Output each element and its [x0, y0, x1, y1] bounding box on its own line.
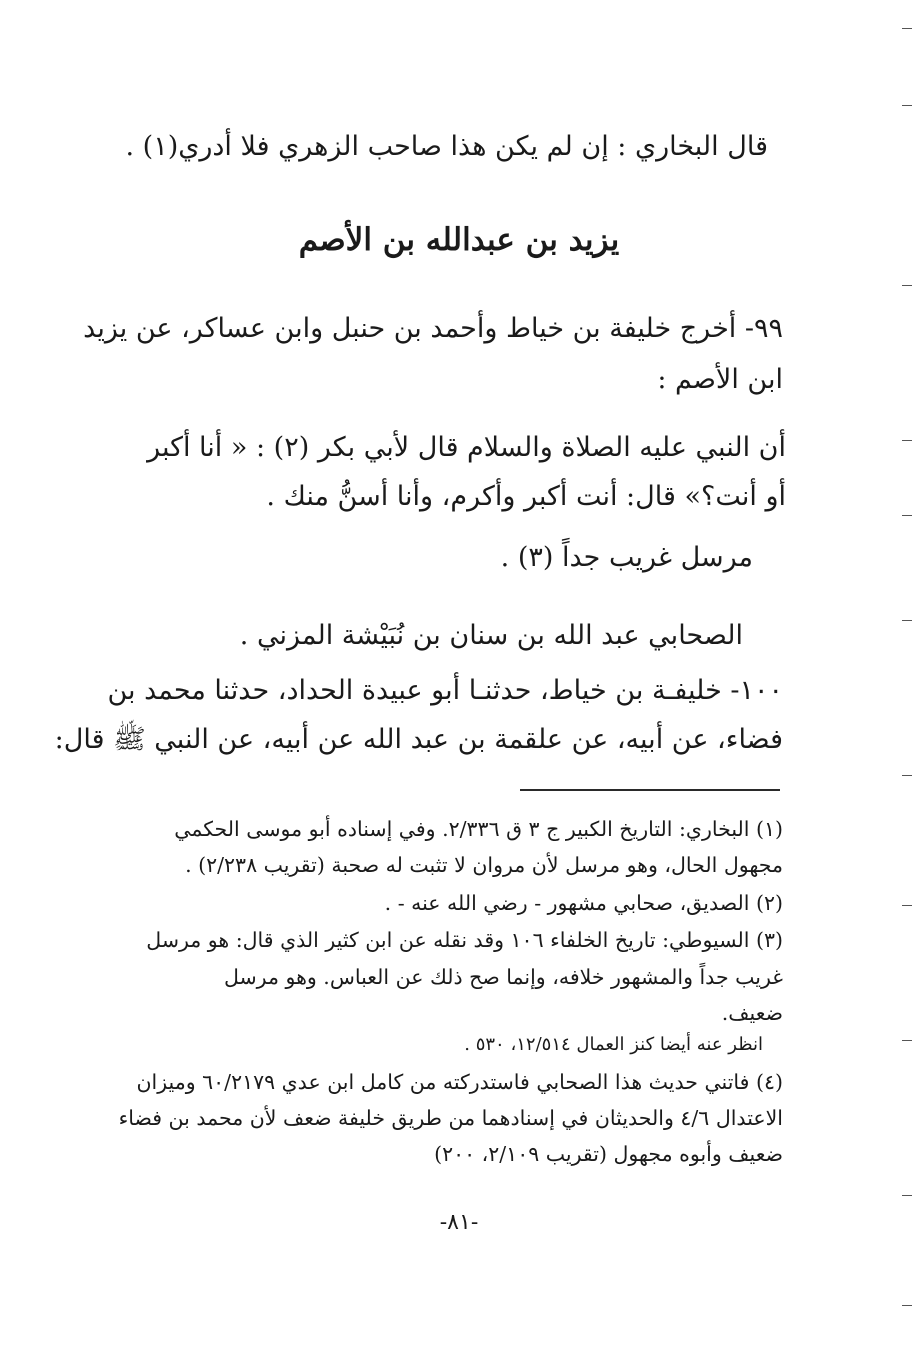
hadith-line-2: أو أنت؟» قال: أنت أكبر وأكرم، وأنا أسنُّ منك . [266, 481, 786, 512]
footnote-3-note: انظر عنه أيضا كنز العمال ١٢/٥١٤، ٥٣٠ . [464, 1034, 763, 1055]
footnote-2-line-1: (٢) الصديق، صحابي مشهور - رضي الله عنه - . [384, 891, 783, 915]
entry-99-line-2: ابن الأصم : [657, 364, 783, 395]
edge-tick-mark [902, 440, 912, 441]
edge-tick-mark [902, 905, 912, 906]
hadith-line-1: أن النبي عليه الصلاة والسلام قال لأبي بكر (٢) : « أنا أكبر [147, 432, 786, 463]
footnote-separator [520, 789, 780, 791]
companion-line: الصحابي عبد الله بن سنان بن نُبَيْشة المزني . [239, 620, 743, 651]
grading-line: مرسل غريب جداً (٣) . [500, 542, 753, 573]
footnote-1-line-2: مجهول الحال، وهو مرسل لأن مروان لا تثبت له صحبة (تقريب ٢/٢٣٨) . [185, 853, 783, 877]
edge-tick-mark [902, 775, 912, 776]
footnote-1-line-1: (١) البخاري: التاريخ الكبير ج ٣ ق ٢/٣٣٦. وفي إسناده أبو موسى الحكمي [174, 817, 783, 841]
footnote-3-line-1: (٣) السيوطي: تاريخ الخلفاء ١٠٦ وقد نقله عن ابن كثير الذي قال: هو مرسل [146, 928, 783, 952]
entry-100-line-1: ١٠٠- خليفـة بن خياط، حدثنـا أبو عبيدة الحداد، حدثنا محمد بن [107, 675, 783, 706]
footnote-4-line-2: الاعتدال ٤/٦ والحديثان في إسنادهما من طريق خليفة ضعف لأن محمد بن فضاء [118, 1106, 783, 1130]
edge-tick-mark [902, 515, 912, 516]
section-heading: يزيد بن عبدالله بن الأصم [298, 222, 620, 258]
edge-tick-mark [902, 105, 912, 106]
edge-tick-mark [902, 1305, 912, 1306]
edge-tick-mark [902, 28, 912, 29]
entry-99-line-1: ٩٩- أخرج خليفة بن خياط وأحمد بن حنبل وابن عساكر، عن يزيد [83, 313, 783, 344]
footnote-3-line-3: ضعيف. [721, 1001, 783, 1025]
edge-tick-mark [902, 285, 912, 286]
page-number: -٨١- [439, 1210, 479, 1235]
edge-tick-mark [902, 620, 912, 621]
intro-line: قال البخاري : إن لم يكن هذا صاحب الزهري فلا أدري(١) . [125, 131, 768, 162]
footnote-4-line-1: (٤) فاتني حديث هذا الصحابي فاستدركته من كامل ابن عدي ٦٠/٢١٧٩ وميزان [136, 1070, 783, 1094]
footnote-4-line-3: ضعيف وأبوه مجهول (تقريب ٢/١٠٩، ٢٠٠) [434, 1142, 783, 1166]
entry-100-line-2: فضاء، عن أبيه، عن علقمة بن عبد الله عن أبيه، عن النبي ﷺ قال: [54, 724, 783, 755]
edge-tick-mark [902, 1195, 912, 1196]
footnote-3-line-2: غريب جداً والمشهور خلافه، وإنما صح ذلك عن العباس. وهو مرسل [223, 965, 783, 989]
edge-tick-mark [902, 1040, 912, 1041]
